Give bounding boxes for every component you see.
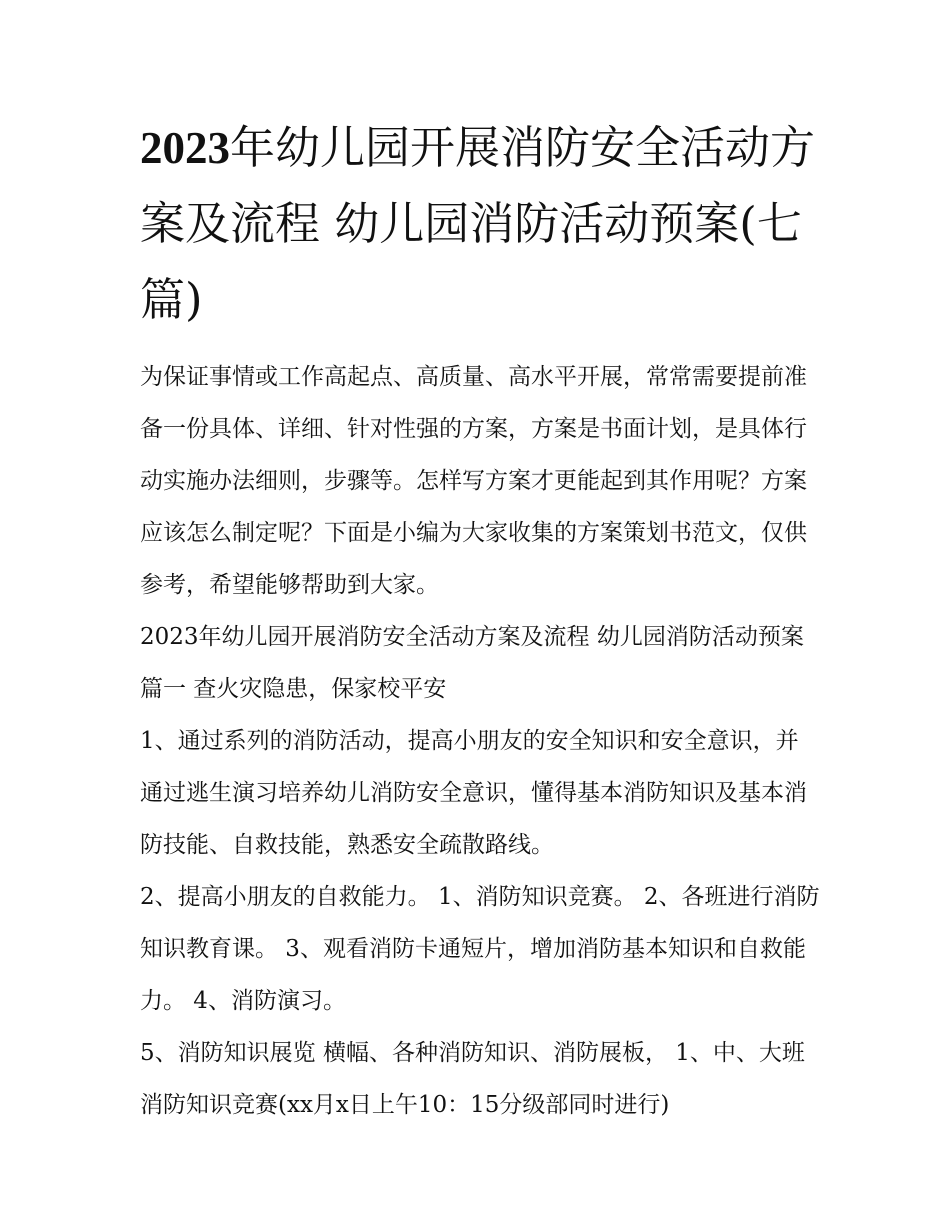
intro-paragraph: 为保证事情或工作高起点、高质量、高水平开展，常常需要提前准备一份具体、详细、针对性强的方案，方案是书面计划，是具体行动实施办法细则，步骤等。怎样写方案才更能起到其作用呢？方案应该怎么制定呢？下面是小编为大家收集的方案策划书范文，仅供参考，希望能够帮助到大家。 <box>140 364 807 598</box>
item-paragraph-1: 1、通过系列的消防活动，提高小朋友的安全知识和安全意识，并通过逃生演习培养幼儿消防安全意识，懂得基本消防知识及基本消防技能、自救技能，熟悉安全疏散路线。 <box>140 728 807 858</box>
document-page <box>140 110 820 1131</box>
document-body <box>140 351 820 1131</box>
section-heading: 2023年幼儿园开展消防安全活动方案及流程 幼儿园消防活动预案篇一 查火灾隐患，保家校平安 <box>140 624 804 702</box>
title-year: 2023 <box>140 123 230 173</box>
item-paragraph-5: 5、消防知识展览 横幅、各种消防知识、消防展板， 1、中、大班消防知识竞赛(xx月x日上午10：15分级部同时进行) <box>140 1040 805 1118</box>
document-title <box>140 110 820 338</box>
title-text: 年幼儿园开展消防安全活动方案及流程 幼儿园消防活动预案(七篇) <box>140 121 816 326</box>
item-paragraph-2: 2、提高小朋友的自救能力。 1、消防知识竞赛。 2、各班进行消防知识教育课。 3、观看消防卡通短片，增加消防基本知识和自救能力。 4、消防演习。 <box>140 884 820 1014</box>
